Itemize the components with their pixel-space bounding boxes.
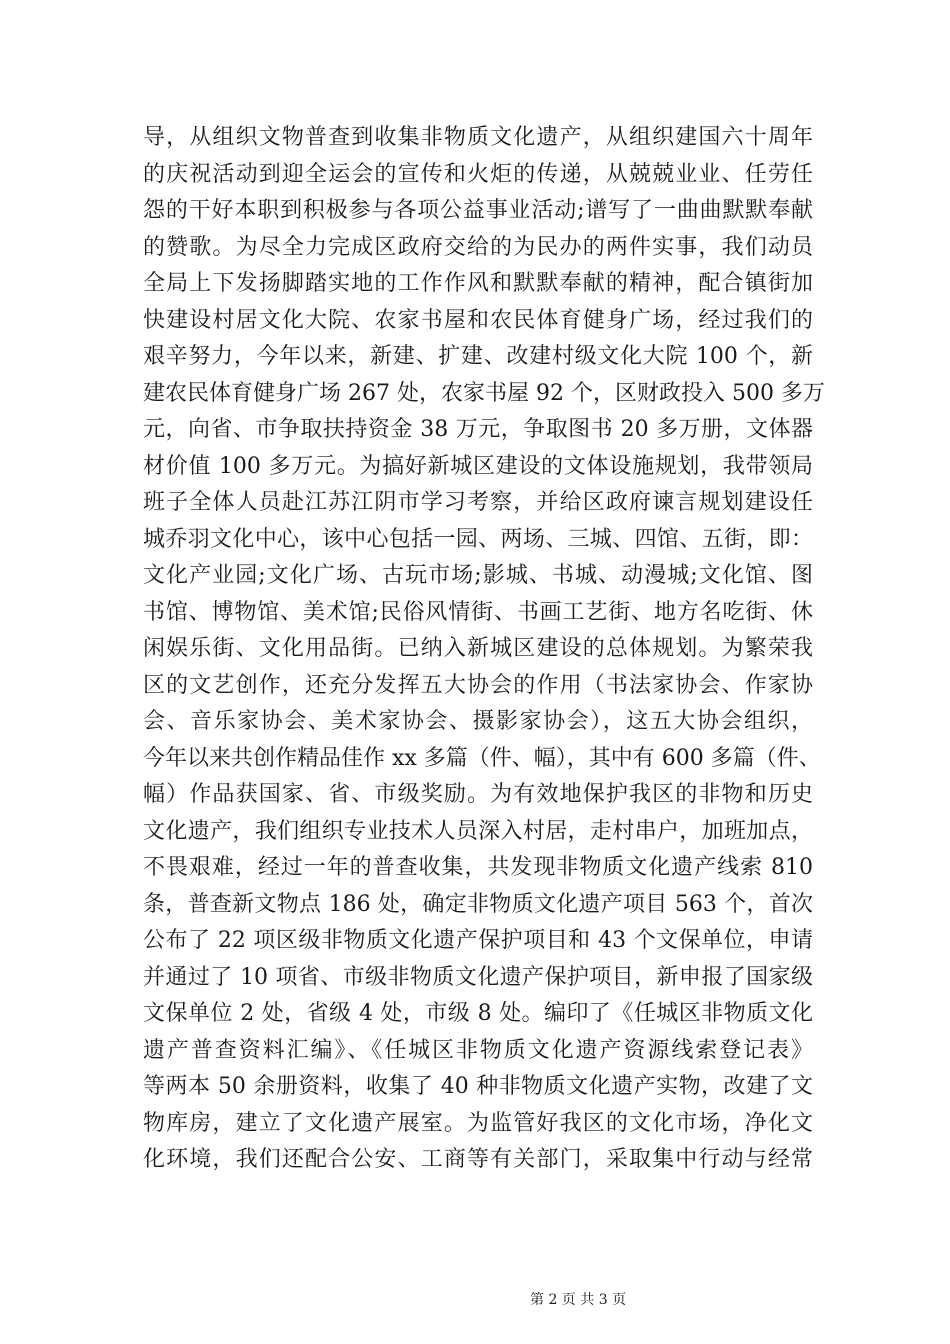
text-line: 闲娱乐街、文化用品街。已纳入新城区建设的总体规划。为繁荣我 <box>143 636 813 661</box>
text-line: 文化产业园;文化广场、古玩市场;影城、书城、动漫城;文化馆、图 <box>143 563 813 588</box>
text-line: 建农民体育健身广场 267 处，农家书屋 92 个，区财政投入 500 多万 <box>143 380 825 406</box>
text-line: 等两本 50 余册资料，收集了 40 种非物质文化遗产实物，改建了文 <box>143 1074 813 1099</box>
text-line: 的赞歌。为尽全力完成区政府交给的为民办的两件实事，我们动员 <box>143 234 813 260</box>
text-line: 全局上下发扬脚踏实地的工作作风和默默奉献的精神，配合镇街加 <box>143 271 813 296</box>
text-line: 班子全体人员赴江苏江阴市学习考察，并给区政府谏言规划建设任 <box>143 490 813 515</box>
text-line: 条，普查新文物点 186 处，确定非物质文化遗产项目 563 个，首次 <box>143 891 813 917</box>
text-line: 幅）作品获国家、省、市级奖励。为有效地保护我区的非物和历史 <box>143 782 813 807</box>
text-line: 物库房，建立了文化遗产展室。为监管好我区的文化市场，净化文 <box>143 1110 813 1136</box>
text-line: 材价值 100 多万元。为搞好新城区建设的文体设施规划，我带领局 <box>143 453 813 479</box>
text-line: 化环境，我们还配合公安、工商等有关部门，采取集中行动与经常 <box>143 1147 813 1172</box>
text-line: 艰辛努力，今年以来，新建、扩建、改建村级文化大院 100 个，新 <box>143 344 813 369</box>
text-line: 会、音乐家协会、美术家协会、摄影家协会），这五大协会组织， <box>143 709 813 734</box>
text-line: 并通过了 10 项省、市级非物质文化遗产保护项目，新申报了国家级 <box>143 964 813 990</box>
body-text <box>143 120 825 1179</box>
text-line: 遗产普查资料汇编》、《任城区非物质文化遗产资源线索登记表》 <box>143 1037 813 1063</box>
text-line: 不畏艰难，经过一年的普查收集，共发现非物质文化遗产线索 810 <box>143 855 813 880</box>
text-line: 城乔羽文化中心，该中心包括一园、两场、三城、四馆、五街，即： <box>143 526 813 552</box>
text-line: 怨的干好本职到积极参与各项公益事业活动;谱写了一曲曲默默奉献 <box>143 198 813 223</box>
text-line: 公布了 22 项区级非物质文化遗产保护项目和 43 个文保单位，申请 <box>143 928 813 953</box>
text-line: 文化遗产，我们组织专业技术人员深入村居，走村串户，加班加点， <box>143 818 813 844</box>
text-line: 的庆祝活动到迎全运会的宣传和火炬的传递，从兢兢业业、任劳任 <box>143 161 813 187</box>
text-line: 文保单位 2 处，省级 4 处，市级 8 处。编印了《任城区非物质文化 <box>143 1001 813 1026</box>
text-line: 区的文艺创作，还充分发挥五大协会的作用（书法家协会、作家协 <box>143 672 813 698</box>
text-line: 书馆、博物馆、美术馆;民俗风情街、书画工艺街、地方名吃街、休 <box>143 599 813 625</box>
text-line: 快建设村居文化大院、农家书屋和农民体育健身广场，经过我们的 <box>143 307 813 333</box>
text-line: 元，向省、市争取扶持资金 38 万元，争取图书 20 多万册，文体器 <box>143 417 813 442</box>
text-line: 今年以来共创作精品佳作 xx 多篇（件、幅），其中有 600 多篇（件、 <box>143 745 821 771</box>
text-line: 导，从组织文物普查到收集非物质文化遗产，从组织建国六十周年 <box>143 125 813 150</box>
page-number-footer: 第 2 页 共 3 页 <box>530 1292 627 1308</box>
